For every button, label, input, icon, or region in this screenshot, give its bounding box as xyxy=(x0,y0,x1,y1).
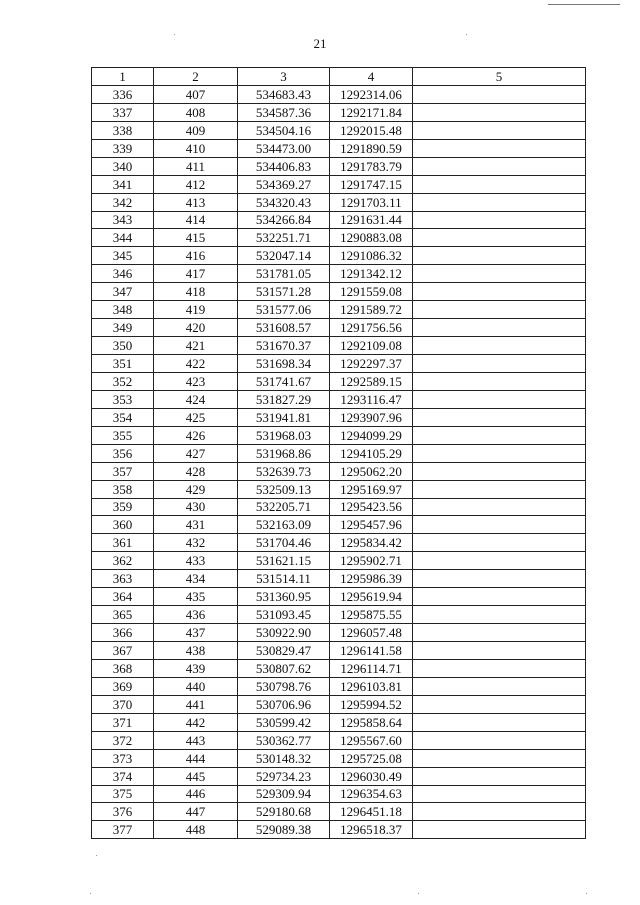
table-row xyxy=(92,516,586,534)
table-row xyxy=(92,642,586,660)
table-cell: 352 xyxy=(92,372,154,390)
table-cell: 440 xyxy=(154,677,238,695)
table-cell: 531827.29 xyxy=(238,390,330,408)
table-cell: 531968.03 xyxy=(238,426,330,444)
table-cell: 358 xyxy=(92,480,154,498)
table-cell: 375 xyxy=(92,785,154,803)
table-cell: 416 xyxy=(154,247,238,265)
scan-speck xyxy=(418,893,419,894)
table-cell: 531698.34 xyxy=(238,355,330,373)
table-row xyxy=(92,337,586,355)
table-cell: 355 xyxy=(92,426,154,444)
table-cell: 429 xyxy=(154,480,238,498)
table-cell: 364 xyxy=(92,588,154,606)
table-cell: 342 xyxy=(92,193,154,211)
table-cell: 534320.43 xyxy=(238,193,330,211)
table-cell: 1295986.39 xyxy=(330,570,413,588)
table-cell xyxy=(413,337,586,355)
table-cell: 531781.05 xyxy=(238,265,330,283)
table-row xyxy=(92,695,586,713)
table-cell: 530599.42 xyxy=(238,713,330,731)
column-header: 5 xyxy=(413,68,586,86)
column-header: 4 xyxy=(330,68,413,86)
table-row xyxy=(92,390,586,408)
page-number: 21 xyxy=(313,36,327,51)
table-cell: 344 xyxy=(92,229,154,247)
table-cell xyxy=(413,85,586,103)
table-row xyxy=(92,265,586,283)
table-cell: 531704.46 xyxy=(238,534,330,552)
table-cell: 347 xyxy=(92,283,154,301)
table-cell: 1291756.56 xyxy=(330,319,413,337)
table-cell: 531608.57 xyxy=(238,319,330,337)
table-cell: 446 xyxy=(154,785,238,803)
table-cell: 348 xyxy=(92,301,154,319)
table-cell: 443 xyxy=(154,731,238,749)
table-cell: 1295567.60 xyxy=(330,731,413,749)
table-cell: 1291342.12 xyxy=(330,265,413,283)
table-cell: 361 xyxy=(92,534,154,552)
table-cell xyxy=(413,606,586,624)
scan-speck xyxy=(466,34,467,35)
table-cell xyxy=(413,444,586,462)
table-cell xyxy=(413,247,586,265)
table-cell xyxy=(413,588,586,606)
table-cell: 350 xyxy=(92,337,154,355)
table-cell xyxy=(413,642,586,660)
table-row xyxy=(92,767,586,785)
scan-speck xyxy=(96,855,97,856)
table-cell: 340 xyxy=(92,157,154,175)
table-cell: 410 xyxy=(154,139,238,157)
table-cell: 532047.14 xyxy=(238,247,330,265)
table-cell: 345 xyxy=(92,247,154,265)
table-row xyxy=(92,139,586,157)
table-cell xyxy=(413,767,586,785)
table-cell: 1291783.79 xyxy=(330,157,413,175)
table-cell: 371 xyxy=(92,713,154,731)
table-cell: 372 xyxy=(92,731,154,749)
top-rule xyxy=(548,4,620,5)
table-cell: 359 xyxy=(92,498,154,516)
table-row xyxy=(92,552,586,570)
table-cell: 531571.28 xyxy=(238,283,330,301)
table-cell: 1295858.64 xyxy=(330,713,413,731)
table-cell: 534266.84 xyxy=(238,211,330,229)
table-cell: 532205.71 xyxy=(238,498,330,516)
table-cell: 530807.62 xyxy=(238,659,330,677)
table-cell: 531670.37 xyxy=(238,337,330,355)
table-cell: 445 xyxy=(154,767,238,785)
table-cell: 1295994.52 xyxy=(330,695,413,713)
table-row xyxy=(92,211,586,229)
table-cell: 412 xyxy=(154,175,238,193)
table-cell: 425 xyxy=(154,408,238,426)
table-cell: 420 xyxy=(154,319,238,337)
table-cell xyxy=(413,498,586,516)
table-cell: 338 xyxy=(92,121,154,139)
table-cell: 1291631.44 xyxy=(330,211,413,229)
table-cell: 356 xyxy=(92,444,154,462)
table-cell: 417 xyxy=(154,265,238,283)
table-cell: 432 xyxy=(154,534,238,552)
table-cell xyxy=(413,103,586,121)
table-cell: 353 xyxy=(92,390,154,408)
table-cell: 1296057.48 xyxy=(330,624,413,642)
table-cell xyxy=(413,157,586,175)
table-cell: 532163.09 xyxy=(238,516,330,534)
table-cell xyxy=(413,570,586,588)
table-cell: 1292297.37 xyxy=(330,355,413,373)
table-cell: 411 xyxy=(154,157,238,175)
table-cell: 339 xyxy=(92,139,154,157)
table-cell: 426 xyxy=(154,426,238,444)
table-cell: 1291086.32 xyxy=(330,247,413,265)
table-cell: 531941.81 xyxy=(238,408,330,426)
table-row xyxy=(92,749,586,767)
table-cell: 368 xyxy=(92,659,154,677)
table-header-row xyxy=(92,68,586,86)
table-cell: 418 xyxy=(154,283,238,301)
table-row xyxy=(92,624,586,642)
table-row xyxy=(92,319,586,337)
table-cell: 1293907.96 xyxy=(330,408,413,426)
table-cell: 529309.94 xyxy=(238,785,330,803)
table-cell xyxy=(413,659,586,677)
table-cell: 343 xyxy=(92,211,154,229)
table-cell: 409 xyxy=(154,121,238,139)
table-cell: 376 xyxy=(92,803,154,821)
table-row xyxy=(92,498,586,516)
table-cell xyxy=(413,175,586,193)
table-cell: 430 xyxy=(154,498,238,516)
table-cell: 360 xyxy=(92,516,154,534)
table-cell: 529180.68 xyxy=(238,803,330,821)
table-cell xyxy=(413,121,586,139)
table-cell: 419 xyxy=(154,301,238,319)
table-cell: 532509.13 xyxy=(238,480,330,498)
table-row xyxy=(92,355,586,373)
table-cell xyxy=(413,390,586,408)
table-cell: 442 xyxy=(154,713,238,731)
table-cell xyxy=(413,695,586,713)
table-cell: 349 xyxy=(92,319,154,337)
table-cell: 439 xyxy=(154,659,238,677)
table-cell xyxy=(413,480,586,498)
table-cell: 422 xyxy=(154,355,238,373)
table-cell xyxy=(413,319,586,337)
table-cell xyxy=(413,785,586,803)
table-row xyxy=(92,426,586,444)
table-row xyxy=(92,247,586,265)
table-cell: 1295062.20 xyxy=(330,462,413,480)
table-cell: 421 xyxy=(154,337,238,355)
table-row xyxy=(92,606,586,624)
table-cell: 531514.11 xyxy=(238,570,330,588)
table-cell: 447 xyxy=(154,803,238,821)
table-cell xyxy=(413,211,586,229)
table-cell: 438 xyxy=(154,642,238,660)
table-row xyxy=(92,713,586,731)
table-cell: 346 xyxy=(92,265,154,283)
table-cell xyxy=(413,731,586,749)
table-cell: 431 xyxy=(154,516,238,534)
table-cell xyxy=(413,534,586,552)
table-cell: 529734.23 xyxy=(238,767,330,785)
table-cell: 534406.83 xyxy=(238,157,330,175)
table-row xyxy=(92,85,586,103)
table-row xyxy=(92,821,586,839)
table-cell: 534369.27 xyxy=(238,175,330,193)
table-row xyxy=(92,677,586,695)
table-row xyxy=(92,301,586,319)
table-cell xyxy=(413,193,586,211)
column-header: 3 xyxy=(238,68,330,86)
table-cell: 534587.36 xyxy=(238,103,330,121)
table-cell: 414 xyxy=(154,211,238,229)
table-cell: 1291890.59 xyxy=(330,139,413,157)
table-cell xyxy=(413,624,586,642)
table-cell xyxy=(413,283,586,301)
table-cell: 531360.95 xyxy=(238,588,330,606)
table-cell: 1295875.55 xyxy=(330,606,413,624)
table-cell xyxy=(413,408,586,426)
table-cell: 534683.43 xyxy=(238,85,330,103)
table-cell: 1294099.29 xyxy=(330,426,413,444)
table-cell: 531621.15 xyxy=(238,552,330,570)
table-row xyxy=(92,193,586,211)
table-cell: 407 xyxy=(154,85,238,103)
table-cell: 373 xyxy=(92,749,154,767)
table-cell: 1292171.84 xyxy=(330,103,413,121)
table-cell: 424 xyxy=(154,390,238,408)
table-cell xyxy=(413,301,586,319)
table-cell: 1296030.49 xyxy=(330,767,413,785)
scan-speck xyxy=(174,34,175,35)
table-cell: 1296141.58 xyxy=(330,642,413,660)
table-cell xyxy=(413,426,586,444)
table-cell: 365 xyxy=(92,606,154,624)
table-cell: 1294105.29 xyxy=(330,444,413,462)
table-cell: 370 xyxy=(92,695,154,713)
table-cell: 434 xyxy=(154,570,238,588)
table-row xyxy=(92,534,586,552)
table-cell: 362 xyxy=(92,552,154,570)
table-row xyxy=(92,103,586,121)
table-row xyxy=(92,588,586,606)
table-cell xyxy=(413,265,586,283)
table-cell: 1292015.48 xyxy=(330,121,413,139)
table-cell: 408 xyxy=(154,103,238,121)
table-row xyxy=(92,372,586,390)
table-row xyxy=(92,157,586,175)
table-cell: 1293116.47 xyxy=(330,390,413,408)
table-cell: 428 xyxy=(154,462,238,480)
table-cell xyxy=(413,372,586,390)
table-cell: 1295423.56 xyxy=(330,498,413,516)
table-cell: 444 xyxy=(154,749,238,767)
table-cell xyxy=(413,677,586,695)
coordinates-table xyxy=(91,67,586,839)
table-cell: 529089.38 xyxy=(238,821,330,839)
table-row xyxy=(92,731,586,749)
table-cell: 530362.77 xyxy=(238,731,330,749)
table-cell: 436 xyxy=(154,606,238,624)
table-cell: 534473.00 xyxy=(238,139,330,157)
table-cell: 531093.45 xyxy=(238,606,330,624)
table-cell xyxy=(413,803,586,821)
table-cell: 1295902.71 xyxy=(330,552,413,570)
scan-speck xyxy=(90,893,91,894)
table-cell: 374 xyxy=(92,767,154,785)
column-header: 2 xyxy=(154,68,238,86)
table-cell: 534504.16 xyxy=(238,121,330,139)
table-cell: 530922.90 xyxy=(238,624,330,642)
table-row xyxy=(92,803,586,821)
table-cell: 1296103.81 xyxy=(330,677,413,695)
table-cell xyxy=(413,139,586,157)
table-cell xyxy=(413,462,586,480)
table-cell: 530829.47 xyxy=(238,642,330,660)
table-cell: 1295834.42 xyxy=(330,534,413,552)
table-row xyxy=(92,283,586,301)
table-cell: 341 xyxy=(92,175,154,193)
table-row xyxy=(92,462,586,480)
table-cell: 415 xyxy=(154,229,238,247)
table-cell: 433 xyxy=(154,552,238,570)
table-cell xyxy=(413,229,586,247)
table-cell: 1296114.71 xyxy=(330,659,413,677)
table-cell: 530148.32 xyxy=(238,749,330,767)
table-cell: 367 xyxy=(92,642,154,660)
table-cell: 413 xyxy=(154,193,238,211)
table-cell: 1290883.08 xyxy=(330,229,413,247)
table-cell: 427 xyxy=(154,444,238,462)
table-cell: 351 xyxy=(92,355,154,373)
table-cell: 530706.96 xyxy=(238,695,330,713)
table-cell: 1296518.37 xyxy=(330,821,413,839)
table-cell: 441 xyxy=(154,695,238,713)
table-row xyxy=(92,659,586,677)
scan-speck xyxy=(586,893,587,894)
table-row xyxy=(92,121,586,139)
table-cell: 1295457.96 xyxy=(330,516,413,534)
table-cell: 336 xyxy=(92,85,154,103)
table-body xyxy=(92,85,586,838)
table-cell: 531577.06 xyxy=(238,301,330,319)
table-cell: 531968.86 xyxy=(238,444,330,462)
table-cell: 531741.67 xyxy=(238,372,330,390)
table-cell: 1291589.72 xyxy=(330,301,413,319)
column-header: 1 xyxy=(92,68,154,86)
table-cell: 1292109.08 xyxy=(330,337,413,355)
table-row xyxy=(92,570,586,588)
table-row xyxy=(92,229,586,247)
table-cell: 357 xyxy=(92,462,154,480)
table-cell: 530798.76 xyxy=(238,677,330,695)
table-cell: 1295725.08 xyxy=(330,749,413,767)
table-cell xyxy=(413,821,586,839)
table-cell: 363 xyxy=(92,570,154,588)
table-row xyxy=(92,175,586,193)
table-row xyxy=(92,785,586,803)
table-cell: 369 xyxy=(92,677,154,695)
table-cell: 1296354.63 xyxy=(330,785,413,803)
table-cell: 1296451.18 xyxy=(330,803,413,821)
table-cell: 532639.73 xyxy=(238,462,330,480)
table-cell: 366 xyxy=(92,624,154,642)
table-cell xyxy=(413,355,586,373)
table-cell xyxy=(413,749,586,767)
table-cell: 377 xyxy=(92,821,154,839)
table-cell: 437 xyxy=(154,624,238,642)
table-cell: 448 xyxy=(154,821,238,839)
table-cell: 1295619.94 xyxy=(330,588,413,606)
table-cell: 1295169.97 xyxy=(330,480,413,498)
table-cell: 423 xyxy=(154,372,238,390)
table-row xyxy=(92,480,586,498)
table-cell: 1292589.15 xyxy=(330,372,413,390)
table-cell: 532251.71 xyxy=(238,229,330,247)
table-cell: 1292314.06 xyxy=(330,85,413,103)
table-cell xyxy=(413,516,586,534)
table-cell: 435 xyxy=(154,588,238,606)
table-cell xyxy=(413,552,586,570)
table-cell: 1291703.11 xyxy=(330,193,413,211)
table-cell: 1291559.08 xyxy=(330,283,413,301)
table-row xyxy=(92,444,586,462)
table-cell xyxy=(413,713,586,731)
table-cell: 1291747.15 xyxy=(330,175,413,193)
table-row xyxy=(92,408,586,426)
table-cell: 337 xyxy=(92,103,154,121)
table-cell: 354 xyxy=(92,408,154,426)
